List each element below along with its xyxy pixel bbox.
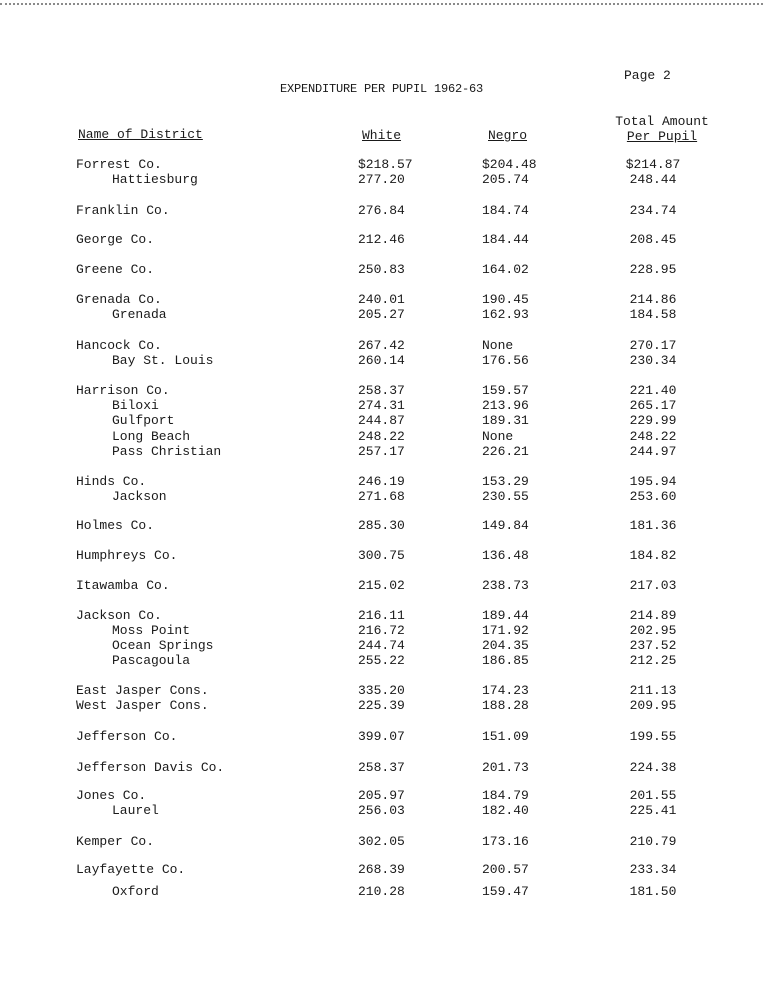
table-row: [0, 698, 763, 713]
district-name-cell: Hancock Co.: [76, 338, 162, 353]
total-amount-cell: 225.41: [629, 803, 677, 818]
district-name-cell: Jones Co.: [76, 788, 147, 803]
white-amount-cell: 205.97: [358, 788, 405, 803]
table-row: [0, 518, 763, 533]
white-amount-cell: 271.68: [358, 489, 405, 504]
white-amount-cell: 215.02: [358, 578, 405, 593]
total-amount-cell: 253.60: [629, 489, 677, 504]
negro-amount-cell: 201.73: [482, 760, 529, 775]
district-name-cell: Jackson Co.: [76, 608, 162, 623]
district-name-cell: Ocean Springs: [112, 638, 214, 653]
table-row: [0, 338, 763, 353]
district-name-cell: West Jasper Cons.: [76, 698, 209, 713]
negro-amount-cell: 226.21: [482, 444, 529, 459]
white-amount-cell: 240.01: [358, 292, 405, 307]
white-amount-cell: 216.72: [358, 623, 405, 638]
negro-amount-cell: 189.31: [482, 413, 529, 428]
district-name-cell: Jefferson Davis Co.: [76, 760, 225, 775]
page-top-edge: [0, 3, 763, 5]
negro-amount-cell: 184.74: [482, 203, 529, 218]
district-name-cell: Hinds Co.: [76, 474, 147, 489]
white-amount-cell: 256.03: [358, 803, 405, 818]
negro-amount-cell: 171.92: [482, 623, 529, 638]
white-amount-cell: 244.74: [358, 638, 405, 653]
total-amount-cell: $214.87: [625, 157, 681, 172]
negro-amount-cell: 238.73: [482, 578, 529, 593]
white-amount-cell: 260.14: [358, 353, 405, 368]
table-row: [0, 884, 763, 899]
table-row: [0, 474, 763, 489]
total-amount-cell: 221.40: [629, 383, 677, 398]
table-row: [0, 683, 763, 698]
district-name-cell: Long Beach: [112, 429, 191, 444]
table-row: [0, 834, 763, 849]
district-name-cell: Kemper Co.: [76, 834, 155, 849]
table-row: [0, 232, 763, 247]
table-row: [0, 307, 763, 322]
district-name-cell: Grenada Co.: [76, 292, 162, 307]
table-row: [0, 803, 763, 818]
white-amount-cell: 302.05: [358, 834, 405, 849]
total-amount-cell: 214.89: [629, 608, 677, 623]
header-white: White: [362, 128, 402, 143]
total-amount-cell: 184.58: [629, 307, 677, 322]
district-name-cell: Moss Point: [112, 623, 191, 638]
district-name-cell: Pascagoula: [112, 653, 191, 668]
white-amount-cell: 210.28: [358, 884, 405, 899]
white-amount-cell: 246.19: [358, 474, 405, 489]
district-name-cell: George Co.: [76, 232, 155, 247]
table-row: [0, 729, 763, 744]
total-amount-cell: 181.36: [629, 518, 677, 533]
negro-amount-cell: 189.44: [482, 608, 529, 623]
total-amount-cell: 195.94: [629, 474, 677, 489]
white-amount-cell: 212.46: [358, 232, 405, 247]
total-amount-cell: 214.86: [629, 292, 677, 307]
page-title: EXPENDITURE PER PUPIL 1962-63: [280, 82, 484, 96]
district-name-cell: Harrison Co.: [76, 383, 170, 398]
total-amount-cell: 209.95: [629, 698, 677, 713]
white-amount-cell: 258.37: [358, 383, 405, 398]
total-amount-cell: 211.13: [629, 683, 677, 698]
table-row: [0, 429, 763, 444]
negro-amount-cell: $204.48: [482, 157, 537, 172]
total-amount-cell: 237.52: [629, 638, 677, 653]
district-name-cell: Greene Co.: [76, 262, 155, 277]
negro-amount-cell: 190.45: [482, 292, 529, 307]
total-amount-cell: 229.99: [629, 413, 677, 428]
negro-amount-cell: 204.35: [482, 638, 529, 653]
table-row: [0, 413, 763, 428]
white-amount-cell: 276.84: [358, 203, 405, 218]
total-amount-cell: 224.38: [629, 760, 677, 775]
total-amount-cell: 233.34: [629, 862, 677, 877]
white-amount-cell: 277.20: [358, 172, 405, 187]
total-amount-cell: 199.55: [629, 729, 677, 744]
table-row: [0, 383, 763, 398]
district-name-cell: Pass Christian: [112, 444, 222, 459]
table-row: [0, 548, 763, 563]
district-name-cell: Jackson: [112, 489, 167, 504]
white-amount-cell: 285.30: [358, 518, 405, 533]
table-row: [0, 653, 763, 668]
district-name-cell: Humphreys Co.: [76, 548, 178, 563]
table-row: [0, 203, 763, 218]
district-name-cell: Grenada: [112, 307, 167, 322]
total-amount-cell: 212.25: [629, 653, 677, 668]
negro-amount-cell: 176.56: [482, 353, 529, 368]
table-row: [0, 638, 763, 653]
district-name-cell: Gulfport: [112, 413, 175, 428]
white-amount-cell: 335.20: [358, 683, 405, 698]
negro-amount-cell: 184.79: [482, 788, 529, 803]
table-row: [0, 353, 763, 368]
white-amount-cell: $218.57: [358, 157, 413, 172]
total-amount-cell: 270.17: [629, 338, 677, 353]
district-name-cell: Hattiesburg: [112, 172, 198, 187]
negro-amount-cell: 213.96: [482, 398, 529, 413]
district-name-cell: Jefferson Co.: [76, 729, 178, 744]
total-amount-cell: 208.45: [629, 232, 677, 247]
header-district: Name of District: [78, 127, 203, 142]
white-amount-cell: 255.22: [358, 653, 405, 668]
district-name-cell: Franklin Co.: [76, 203, 170, 218]
white-amount-cell: 258.37: [358, 760, 405, 775]
total-amount-cell: 248.44: [629, 172, 677, 187]
negro-amount-cell: 186.85: [482, 653, 529, 668]
page-number: Page 2: [624, 68, 671, 83]
table-row: [0, 398, 763, 413]
table-row: [0, 788, 763, 803]
header-total-line1: Total Amount: [615, 114, 709, 129]
district-name-cell: Oxford: [112, 884, 159, 899]
white-amount-cell: 268.39: [358, 862, 405, 877]
table-row: [0, 262, 763, 277]
white-amount-cell: 300.75: [358, 548, 405, 563]
total-amount-cell: 265.17: [629, 398, 677, 413]
negro-amount-cell: 159.47: [482, 884, 529, 899]
table-row: [0, 172, 763, 187]
negro-amount-cell: 182.40: [482, 803, 529, 818]
negro-amount-cell: 159.57: [482, 383, 529, 398]
district-name-cell: Bay St. Louis: [112, 353, 214, 368]
total-amount-cell: 181.50: [629, 884, 677, 899]
total-amount-cell: 230.34: [629, 353, 677, 368]
negro-amount-cell: 153.29: [482, 474, 529, 489]
total-amount-cell: 210.79: [629, 834, 677, 849]
header-total-line2: Per Pupil: [626, 129, 698, 144]
negro-amount-cell: 151.09: [482, 729, 529, 744]
district-name-cell: Itawamba Co.: [76, 578, 170, 593]
table-row: [0, 862, 763, 877]
negro-amount-cell: 173.16: [482, 834, 529, 849]
negro-amount-cell: 184.44: [482, 232, 529, 247]
header-total: [612, 114, 712, 144]
negro-amount-cell: 230.55: [482, 489, 529, 504]
table-row: [0, 292, 763, 307]
district-name-cell: Layfayette Co.: [76, 862, 186, 877]
white-amount-cell: 244.87: [358, 413, 405, 428]
white-amount-cell: 248.22: [358, 429, 405, 444]
total-amount-cell: 201.55: [629, 788, 677, 803]
negro-amount-cell: 162.93: [482, 307, 529, 322]
white-amount-cell: 267.42: [358, 338, 405, 353]
total-amount-cell: 234.74: [629, 203, 677, 218]
negro-amount-cell: None: [482, 338, 514, 353]
white-amount-cell: 399.07: [358, 729, 405, 744]
table-row: [0, 623, 763, 638]
district-name-cell: Holmes Co.: [76, 518, 155, 533]
district-name-cell: Biloxi: [112, 398, 159, 413]
total-amount-cell: 217.03: [629, 578, 677, 593]
table-row: [0, 578, 763, 593]
table-row: [0, 760, 763, 775]
total-amount-cell: 228.95: [629, 262, 677, 277]
table-row: [0, 157, 763, 172]
district-name-cell: East Jasper Cons.: [76, 683, 209, 698]
negro-amount-cell: 164.02: [482, 262, 529, 277]
white-amount-cell: 274.31: [358, 398, 405, 413]
district-name-cell: Laurel: [112, 803, 159, 818]
negro-amount-cell: 136.48: [482, 548, 529, 563]
table-row: [0, 489, 763, 504]
total-amount-cell: 202.95: [629, 623, 677, 638]
white-amount-cell: 257.17: [358, 444, 405, 459]
negro-amount-cell: 205.74: [482, 172, 529, 187]
total-amount-cell: 248.22: [629, 429, 677, 444]
negro-amount-cell: 174.23: [482, 683, 529, 698]
header-negro: Negro: [488, 128, 528, 143]
negro-amount-cell: None: [482, 429, 514, 444]
white-amount-cell: 205.27: [358, 307, 405, 322]
negro-amount-cell: 188.28: [482, 698, 529, 713]
white-amount-cell: 225.39: [358, 698, 405, 713]
negro-amount-cell: 200.57: [482, 862, 529, 877]
white-amount-cell: 250.83: [358, 262, 405, 277]
table-row: [0, 608, 763, 623]
white-amount-cell: 216.11: [358, 608, 405, 623]
total-amount-cell: 244.97: [629, 444, 677, 459]
table-row: [0, 444, 763, 459]
negro-amount-cell: 149.84: [482, 518, 529, 533]
district-name-cell: Forrest Co.: [76, 157, 162, 172]
total-amount-cell: 184.82: [629, 548, 677, 563]
